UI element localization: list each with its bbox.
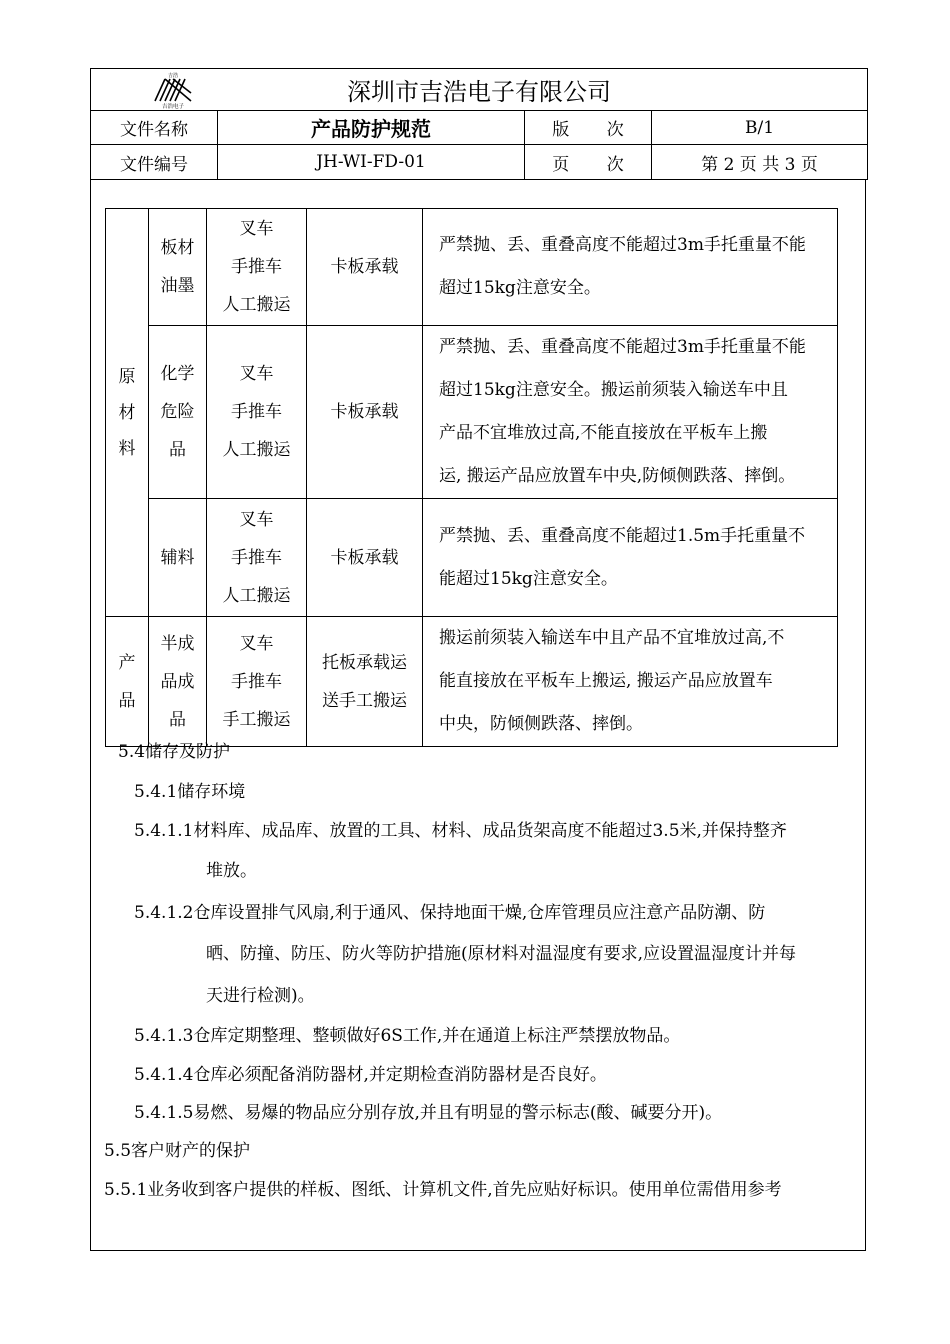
carrier-line: 送手工搬运: [322, 690, 407, 711]
handling-table: [105, 208, 838, 747]
table-row: [106, 617, 838, 747]
requirement-cell: [423, 326, 838, 499]
paragraph-line: 5.4.1.1材料库、成品库、放置的工具、材料、成品货架高度不能超过3.5米,并保持整齐: [134, 821, 787, 841]
item-line: 品成: [160, 671, 195, 692]
requirement-line: 产品不宜堆放过高,不能直接放在平板车上搬: [439, 423, 768, 443]
group-cell-products: [106, 617, 149, 747]
method-line: 人工搬运: [222, 440, 291, 460]
item-line: 板材: [160, 238, 195, 258]
header-company-row: [91, 69, 867, 111]
paragraph-line: 5.4.1.5易燃、易爆的物品应分别存放,并且有明显的警示标志(酸、碱要分开)。: [134, 1103, 723, 1123]
group-cell-raw-materials: [106, 209, 149, 617]
doc-version: B/1: [744, 117, 775, 138]
paragraph-line: 堆放。: [206, 861, 257, 881]
frame-right-border: [865, 180, 866, 1250]
label-version: 版 次: [525, 111, 652, 144]
requirement-line: 超过15kg注意安全。: [439, 278, 601, 298]
item-cell: [149, 209, 207, 326]
method-cell: [207, 617, 307, 747]
page-indicator: 第 2 页 共 3 页: [701, 154, 818, 175]
section-heading: 5.5客户财产的保护: [104, 1141, 251, 1161]
header-row-number: [91, 145, 867, 179]
method-line: 叉车: [239, 509, 274, 530]
requirement-line: 严禁抛、丢、重叠高度不能超过1.5m手托重量不: [439, 525, 806, 546]
requirement-line: 严禁抛、丢、重叠高度不能超过3m手托重量不能: [439, 235, 806, 255]
item-cell: [149, 326, 207, 499]
method-line: 人工搬运: [222, 585, 291, 606]
section-heading: 5.4储存及防护: [118, 742, 231, 762]
doc-number: JH-WI-FD-01: [218, 145, 525, 179]
subsection-heading: 5.4.1储存环境: [134, 782, 246, 802]
paragraph-line: 5.4.1.3仓库定期整理、整顿做好6S工作,并在通道上标注严禁摆放物品。: [134, 1026, 681, 1046]
item-line: 半成: [160, 633, 195, 654]
doc-title: 产品防护规范: [218, 111, 525, 144]
method-line: 手推车: [231, 671, 282, 692]
item-cell: [149, 617, 207, 747]
requirement-line: 严禁抛、丢、重叠高度不能超过3m手托重量不能: [439, 337, 806, 357]
paragraph-line: 5.5.1业务收到客户提供的样板、图纸、计算机文件,首先应贴好标识。使用单位需借用参考: [104, 1180, 782, 1200]
method-line: 叉车: [239, 364, 274, 384]
item-line: 辅料: [160, 547, 195, 568]
carrier-cell: 卡板承载: [307, 209, 423, 326]
paragraph-line: 天进行检测)。: [206, 986, 315, 1006]
carrier-cell: 卡板承载: [307, 499, 423, 617]
requirement-cell: [423, 209, 838, 326]
paragraph-line: 5.4.1.2仓库设置排气风扇,利于通风、保持地面干燥,仓库管理员应注意产品防潮、防: [134, 903, 766, 923]
method-cell: [207, 326, 307, 499]
requirement-line: 搬运前须装入输送车中且产品不宜堆放过高,不: [439, 628, 785, 648]
item-cell: [149, 499, 207, 617]
method-line: 叉车: [239, 219, 274, 239]
requirement-line: 运, 搬运产品应放置车中央,防倾侧跌落、摔倒。: [439, 466, 796, 486]
requirement-cell: [423, 499, 838, 617]
method-cell: [207, 209, 307, 326]
method-line: 手推车: [231, 547, 282, 568]
requirement-line: 超过15kg注意安全。搬运前须装入输送车中且: [439, 380, 788, 400]
requirement-line: 能超过15kg注意安全。: [439, 568, 618, 589]
company-name: 深圳市吉浩电子有限公司: [347, 78, 611, 106]
logo-text-top: 吉浩: [167, 73, 179, 79]
requirement-cell: [423, 617, 838, 747]
table-row: [106, 326, 838, 499]
label-doc-name: 文件名称: [91, 111, 218, 144]
item-line: 品: [169, 709, 186, 730]
label-doc-number: 文件编号: [91, 145, 218, 179]
group-label: 原材料: [118, 366, 136, 459]
group-label: 产品: [118, 652, 136, 711]
frame-bottom-border: [90, 1250, 866, 1251]
label-page: 页 次: [525, 145, 652, 179]
header-row-title: [91, 111, 867, 145]
frame-left-border: [90, 180, 91, 1250]
carrier-line: 托板承载运: [322, 652, 407, 673]
table-row: [106, 209, 838, 326]
table-row: [106, 499, 838, 617]
item-line: 油墨: [160, 276, 195, 296]
document-header: [90, 68, 868, 180]
requirement-line: 能直接放在平板车上搬运, 搬运产品应放置车: [439, 671, 773, 691]
method-line: 手推车: [231, 402, 282, 422]
carrier-cell: 卡板承载: [307, 326, 423, 499]
paragraph-line: 5.4.1.4仓库必须配备消防器材,并定期检查消防器材是否良好。: [134, 1065, 607, 1085]
paragraph-line: 晒、防撞、防压、防火等防护措施(原材料对温湿度有要求,应设置温湿度计并每: [206, 944, 797, 964]
method-line: 人工搬运: [222, 295, 291, 315]
method-cell: [207, 499, 307, 617]
method-line: 手工搬运: [222, 709, 291, 730]
logo-text-bottom: 吉浩电子: [161, 104, 185, 109]
item-line: 危险: [160, 402, 195, 422]
item-line: 化学: [160, 364, 195, 384]
carrier-cell: [307, 617, 423, 747]
method-line: 手推车: [231, 257, 282, 277]
method-line: 叉车: [239, 633, 274, 654]
requirement-line: 中央，防倾侧跌落、摔倒。: [439, 714, 643, 734]
item-line: 品: [169, 440, 186, 460]
